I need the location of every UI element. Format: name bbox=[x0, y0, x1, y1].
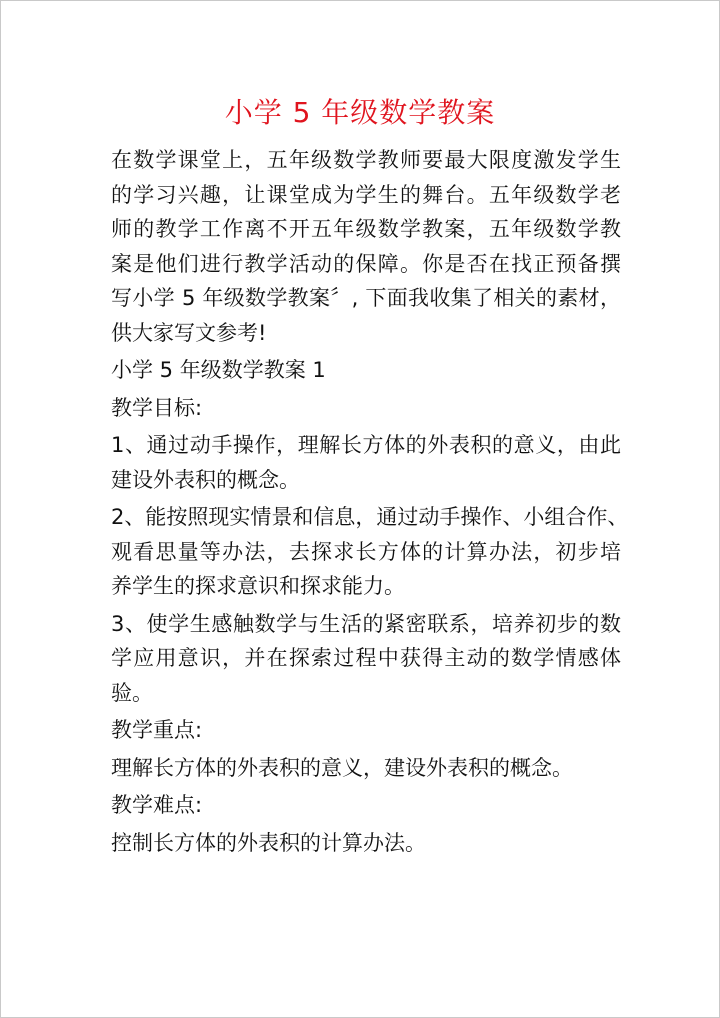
goals-heading: 教学目标: bbox=[111, 395, 203, 420]
goal-item-1 bbox=[111, 428, 621, 497]
text-line: 师的教学工作离不开五年级数学教案，五年级数学教 bbox=[111, 217, 621, 241]
text-line: 在数学课堂上，五年级数学教师要最大限度激发学生 bbox=[111, 148, 621, 172]
text-line: 3、使学生感触数学与生活的紧密联系，培养初步的数 bbox=[111, 611, 621, 636]
text-line: 观看思量等办法，去探求长方体的计算办法，初步培 bbox=[111, 539, 621, 564]
goal-item-3 bbox=[111, 607, 621, 711]
text-line: 学应用意识，并在探索过程中获得主动的数学情感体 bbox=[111, 646, 621, 670]
document-title: 小学 5 年级数学教案 bbox=[224, 96, 496, 129]
text-line: 验。 bbox=[111, 680, 153, 705]
text-line: 案是他们进行教学活动的保障。你是否在找正预备撰 bbox=[111, 251, 621, 276]
text-line: 1、通过动手操作，理解长方体的外表积的意义，由此 bbox=[111, 433, 621, 457]
document-body bbox=[111, 143, 629, 860]
difficulty-text: 控制长方体的外表积的计算办法。 bbox=[111, 830, 426, 855]
text-line: 2、能按照现实情景和信息，通过动手操作、小组合作、 bbox=[111, 505, 629, 529]
text-line: 供大家写文参考! bbox=[111, 320, 267, 345]
key-points-heading: 教学重点: bbox=[111, 718, 203, 742]
text-line: 的学习兴趣，让课堂成为学生的舞台。五年级数学老 bbox=[111, 182, 621, 207]
text-line: 养学生的探求意识和探求能力。 bbox=[111, 574, 405, 598]
text-line: 建设外表积的概念。 bbox=[111, 467, 300, 492]
key-points-text: 理解长方体的外表积的意义，建设外表积的概念。 bbox=[111, 755, 573, 780]
section-title: 小学 5 年级数学教案 1 bbox=[111, 358, 326, 382]
text-line: 写小学 5 年级数学教案〞, 下面我收集了相关的素材， bbox=[111, 286, 621, 310]
intro-paragraph bbox=[111, 143, 621, 350]
difficulty-heading: 教学难点: bbox=[111, 793, 203, 817]
goal-item-2 bbox=[111, 500, 629, 604]
